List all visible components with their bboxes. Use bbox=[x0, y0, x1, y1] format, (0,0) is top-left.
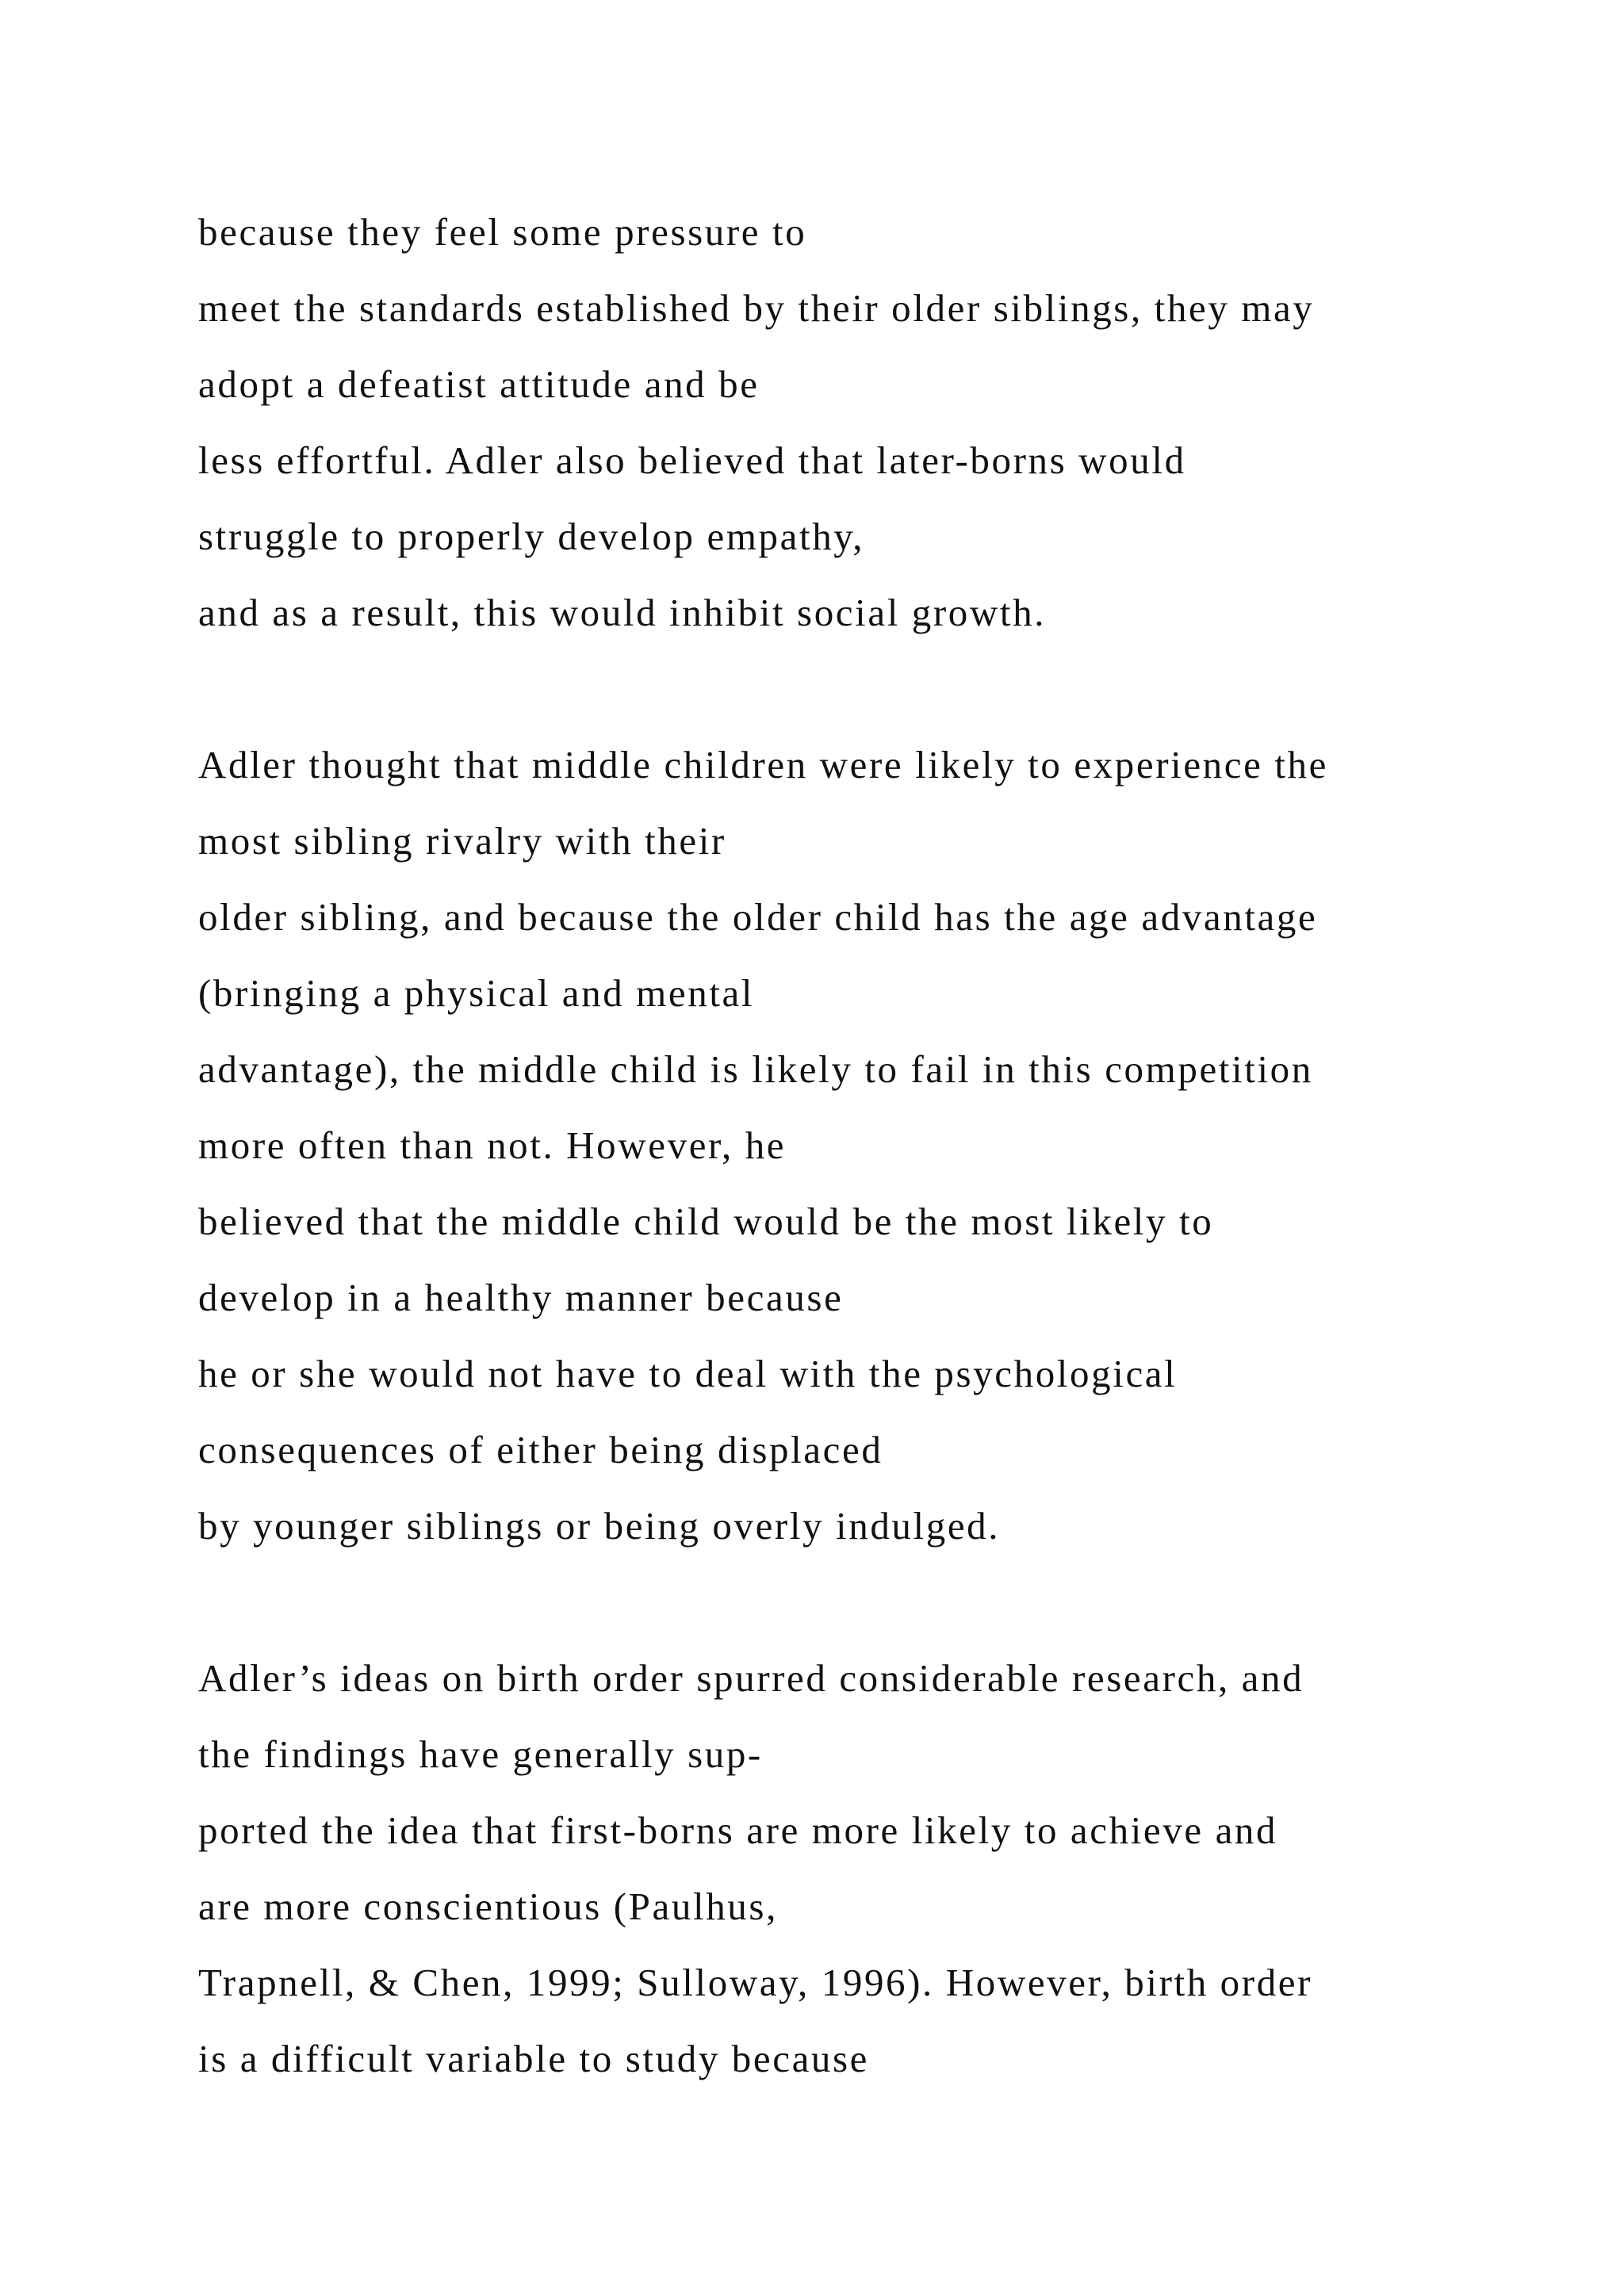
paragraph-3 bbox=[198, 1640, 1562, 2097]
document-body bbox=[198, 194, 1562, 2097]
text-line: adopt a defeatist attitude and be bbox=[198, 362, 760, 406]
text-line: more often than not. However, he bbox=[198, 1123, 787, 1167]
text-line: believed that the middle child would be the most likely to bbox=[198, 1200, 1214, 1243]
text-line: most sibling rivalry with their bbox=[198, 819, 726, 863]
text-line: (bringing a physical and mental bbox=[198, 971, 755, 1015]
text-line: less effortful. Adler also believed that later-borns would bbox=[198, 438, 1186, 482]
text-line: Adler thought that middle children were likely to experience the bbox=[198, 743, 1328, 786]
paragraph-1 bbox=[198, 194, 1562, 651]
text-line: he or she would not have to deal with the psychological bbox=[198, 1352, 1178, 1395]
text-line: by younger siblings or being overly indulged. bbox=[198, 1504, 1001, 1548]
text-line: advantage), the middle child is likely to fail in this competition bbox=[198, 1047, 1313, 1091]
text-line: Trapnell, & Chen, 1999; Sulloway, 1996). However, birth order bbox=[198, 1961, 1313, 2004]
text-line: are more conscientious (Paulhus, bbox=[198, 1885, 778, 1928]
text-line: meet the standards established by their older siblings, they may bbox=[198, 286, 1315, 330]
text-line: Adler’s ideas on birth order spurred considerable research, and bbox=[198, 1656, 1304, 1700]
text-line: consequences of either being displaced bbox=[198, 1428, 883, 1471]
paragraph-spacer bbox=[198, 1564, 1562, 1640]
text-line: is a difficult variable to study because bbox=[198, 2037, 870, 2080]
text-line: develop in a healthy manner because bbox=[198, 1276, 844, 1319]
text-line: struggle to properly develop empathy, bbox=[198, 515, 865, 558]
text-line: the findings have generally sup- bbox=[198, 1732, 763, 1776]
text-line: and as a result, this would inhibit social growth. bbox=[198, 591, 1047, 634]
paragraph-spacer bbox=[198, 651, 1562, 727]
text-line: because they feel some pressure to bbox=[198, 210, 807, 254]
text-line: older sibling, and because the older child has the age advantage bbox=[198, 895, 1318, 939]
paragraph-2 bbox=[198, 727, 1562, 1564]
text-line: ported the idea that first-borns are more likely to achieve and bbox=[198, 1808, 1278, 1852]
